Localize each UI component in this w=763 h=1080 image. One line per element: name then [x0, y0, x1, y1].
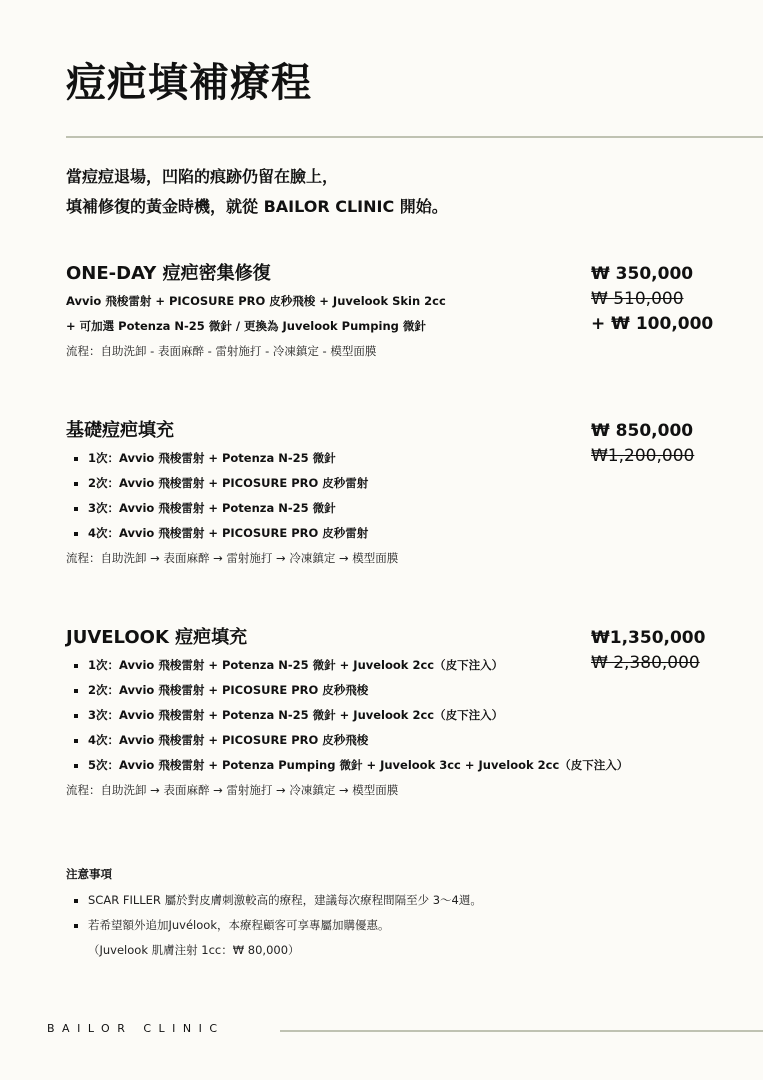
list-item [66, 728, 706, 753]
bullet-icon [74, 507, 78, 511]
intro-line: 填補修復的黃金時機，就從 BAILOR CLINIC 開始。 [66, 197, 448, 216]
bullet-icon [74, 532, 78, 536]
list-item [66, 913, 482, 938]
notes-title: 注意事項 [66, 867, 112, 881]
current-price: ₩ 350,000 [591, 264, 694, 284]
note-text: SCAR FILLER 屬於對皮膚刺激較高的療程，建議每次療程間隔至少 3～4週。 [88, 893, 482, 907]
bullet-icon [74, 764, 78, 768]
treatment-line: + 可加選 Potenza N-25 微針 / 更換為 Juvelook Pumping 微針 [66, 319, 426, 333]
list-item [66, 521, 706, 546]
section-title: 基礎痘疤填充 [66, 420, 174, 441]
bullet-icon [74, 924, 78, 928]
process-flow: 流程：自助洗卸 → 表面麻醉 → 雷射施打 → 冷凍鎮定 → 模型面膜 [66, 783, 399, 797]
bullet-icon [74, 664, 78, 668]
list-item [66, 496, 706, 521]
price-box-basic-filler [591, 419, 694, 469]
bullet-icon [74, 739, 78, 743]
list-item [66, 753, 706, 778]
step-text: 1次：Avvio 飛梭雷射 + Potenza N-25 微針 + Juvelook 2cc（皮下注入） [88, 658, 504, 672]
step-text: 4次：Avvio 飛梭雷射 + PICOSURE PRO 皮秒飛梭 [88, 733, 369, 747]
bullet-icon [74, 457, 78, 461]
price-box-one-day [591, 262, 713, 337]
process-flow: 流程：自助洗卸 → 表面麻醉 → 雷射施打 → 冷凍鎮定 → 模型面膜 [66, 551, 399, 565]
step-text: 4次：Avvio 飛梭雷射 + PICOSURE PRO 皮秒雷射 [88, 526, 369, 540]
top-divider [66, 136, 763, 138]
step-text: 3次：Avvio 飛梭雷射 + Potenza N-25 微針 + Juvelook 2cc（皮下注入） [88, 708, 504, 722]
current-price: ₩ 850,000 [591, 421, 694, 441]
original-price: ₩ 2,380,000 [591, 653, 700, 673]
process-flow: 流程：自助洗卸 - 表面麻醉 - 雷射施打 - 冷凍鎮定 - 模型面膜 [66, 344, 377, 358]
addon-price: + ₩ 100,000 [591, 314, 714, 334]
bullet-icon [74, 482, 78, 486]
step-text: 1次：Avvio 飛梭雷射 + Potenza N-25 微針 [88, 451, 336, 465]
list-item [66, 888, 482, 913]
intro-line: 當痘痘退場，凹陷的痕跡仍留在臉上， [66, 167, 339, 186]
section-title: ONE-DAY 痘疤密集修復 [66, 263, 271, 284]
note-text: 若希望額外追加Juvélook，本療程顧客可享專屬加購優惠。 [88, 918, 390, 932]
original-price: ₩1,200,000 [591, 446, 695, 466]
list-item [66, 703, 706, 728]
current-price: ₩1,350,000 [591, 628, 706, 648]
footer-divider [280, 1030, 763, 1032]
step-text: 3次：Avvio 飛梭雷射 + Potenza N-25 微針 [88, 501, 336, 515]
bullet-icon [74, 689, 78, 693]
bullet-icon [74, 899, 78, 903]
step-text: 2次：Avvio 飛梭雷射 + PICOSURE PRO 皮秒雷射 [88, 476, 369, 490]
treatment-line: Avvio 飛梭雷射 + PICOSURE PRO 皮秒飛梭 + Juvelook Skin 2cc [66, 294, 446, 308]
bullet-icon [74, 714, 78, 718]
list-item [66, 471, 706, 496]
footer-brand-logo: BAILOR CLINIC [47, 1022, 225, 1035]
notes-list [66, 888, 482, 938]
price-box-juvelook-filler [591, 626, 705, 676]
step-text: 2次：Avvio 飛梭雷射 + PICOSURE PRO 皮秒飛梭 [88, 683, 369, 697]
intro-text [66, 162, 448, 222]
section-title: JUVELOOK 痘疤填充 [66, 627, 248, 648]
page-title: 痘疤填補療程 [66, 60, 312, 106]
step-text: 5次：Avvio 飛梭雷射 + Potenza Pumping 微針 + Juvelook 3cc + Juvelook 2cc（皮下注入） [88, 758, 629, 772]
list-item [66, 678, 706, 703]
note-subtext: （Juvelook 肌膚注射 1cc：₩ 80,000） [88, 943, 300, 957]
notes-section [66, 864, 482, 963]
original-price: ₩ 510,000 [591, 289, 684, 309]
